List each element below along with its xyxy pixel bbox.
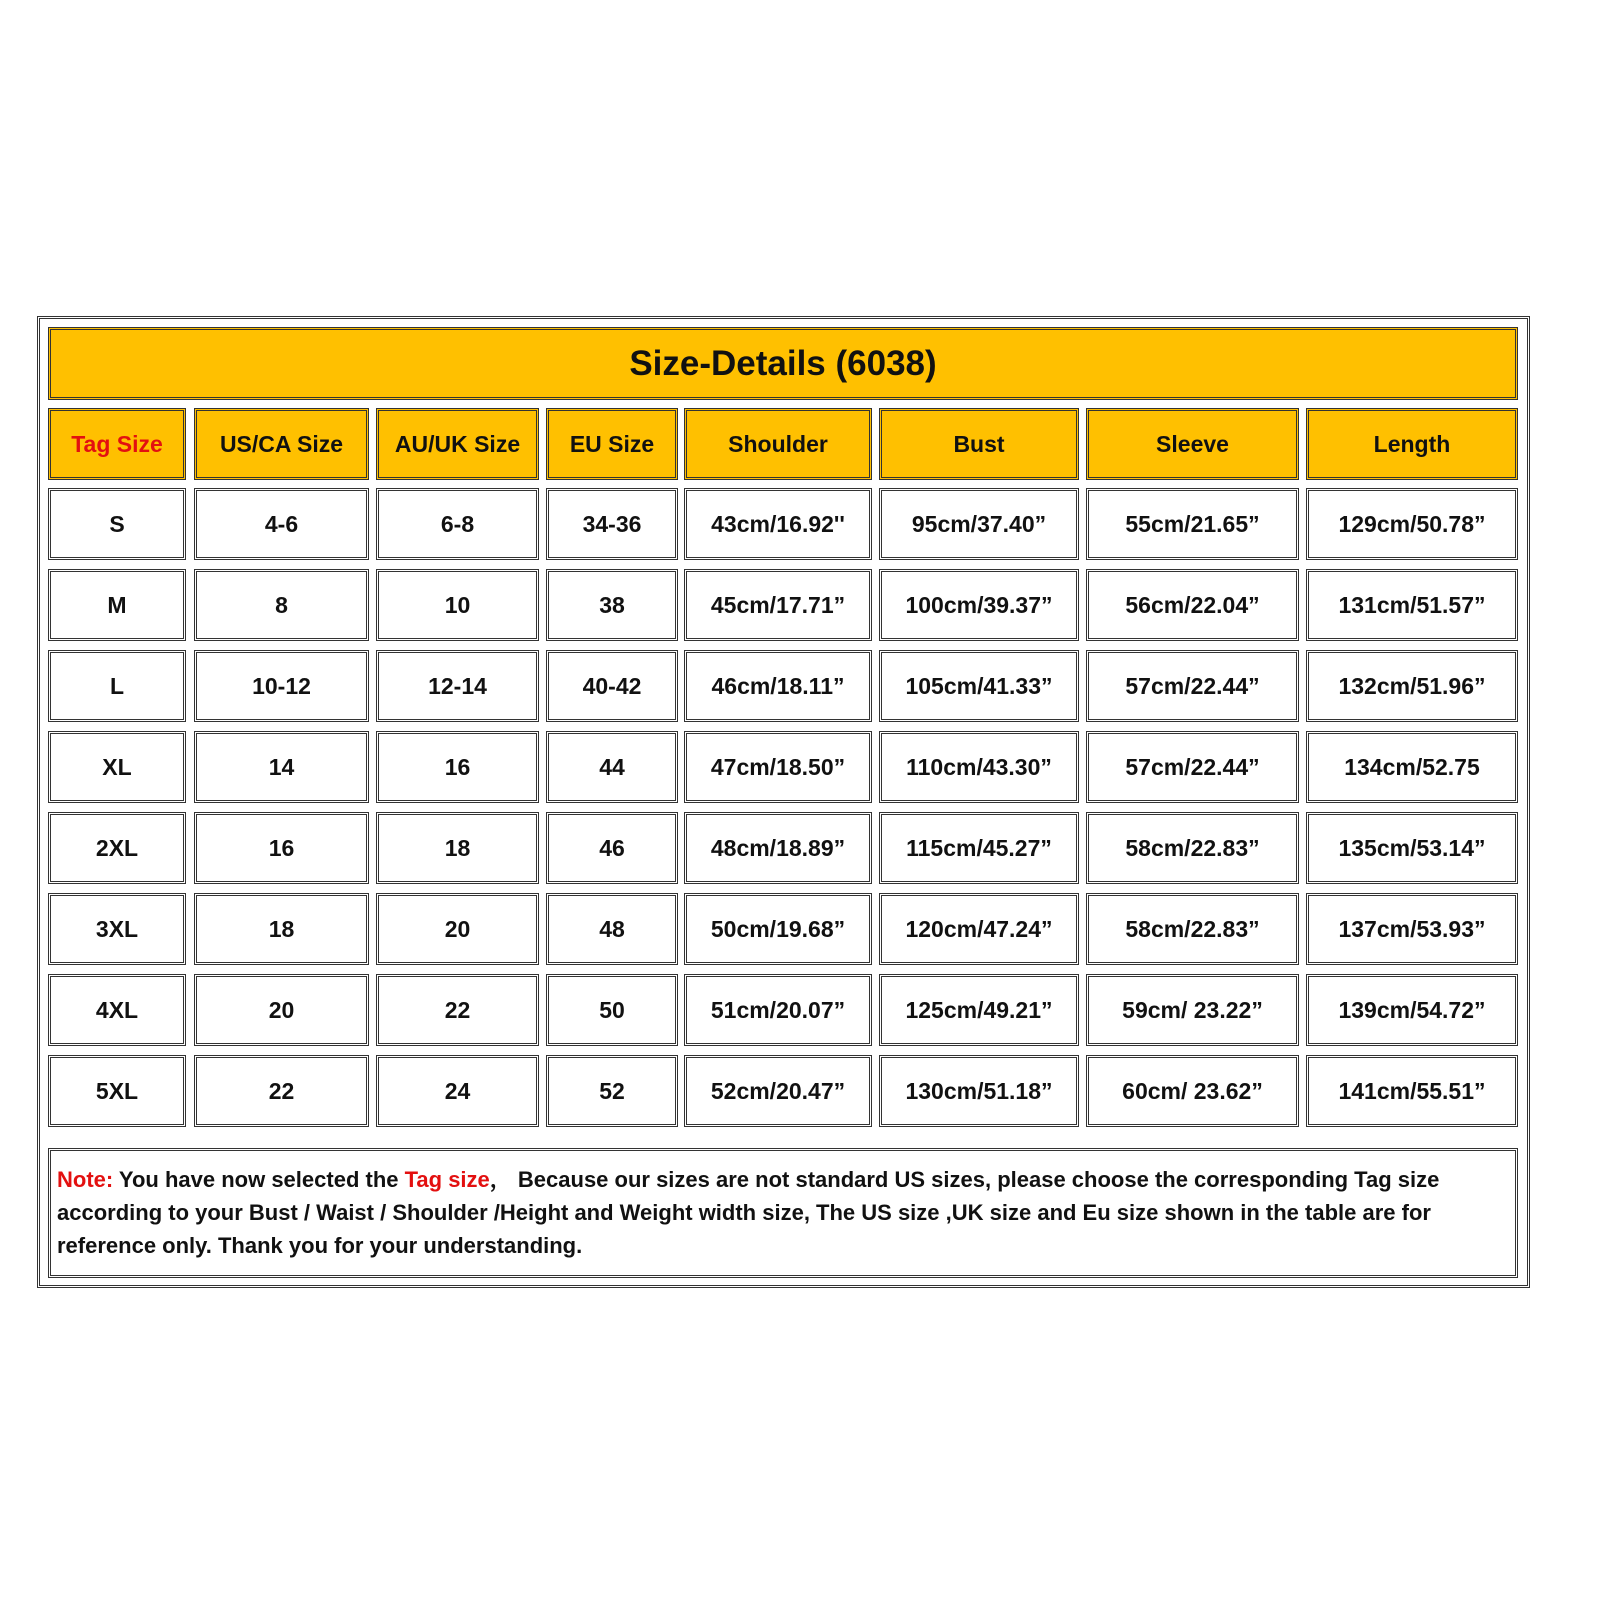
cell-tag-size: 2XL [48, 812, 186, 884]
cell-bust: 105cm/41.33” [879, 650, 1079, 722]
cell-tag-size: M [48, 569, 186, 641]
cell-eu-size: 52 [546, 1055, 678, 1127]
cell-length: 141cm/55.51” [1306, 1055, 1518, 1127]
header-eu-size: EU Size [546, 408, 678, 480]
cell-length: 134cm/52.75 [1306, 731, 1518, 803]
cell-bust: 115cm/45.27” [879, 812, 1079, 884]
cell-length: 137cm/53.93” [1306, 893, 1518, 965]
cell-us-ca-size: 16 [194, 812, 369, 884]
cell-tag-size: XL [48, 731, 186, 803]
cell-bust: 130cm/51.18” [879, 1055, 1079, 1127]
cell-eu-size: 34-36 [546, 488, 678, 560]
note-tag-size: Tag size [404, 1167, 490, 1192]
cell-eu-size: 40-42 [546, 650, 678, 722]
cell-us-ca-size: 22 [194, 1055, 369, 1127]
cell-length: 135cm/53.14” [1306, 812, 1518, 884]
note-text-2: ， Because our sizes are not standard US sizes, please choose the corresponding Tag size according to your Bust / Waist / Shoulder /Height and Weight width size, The US size ,UK size and Eu size shown in the table are for reference only. Thank you for your understanding. [57, 1167, 1440, 1258]
cell-bust: 120cm/47.24” [879, 893, 1079, 965]
cell-sleeve: 57cm/22.44” [1086, 650, 1299, 722]
cell-length: 131cm/51.57” [1306, 569, 1518, 641]
note-text-1: You have now selected the [113, 1167, 405, 1192]
cell-au-uk-size: 10 [376, 569, 539, 641]
header-au-uk-size: AU/UK Size [376, 408, 539, 480]
cell-shoulder: 52cm/20.47” [684, 1055, 872, 1127]
cell-au-uk-size: 12-14 [376, 650, 539, 722]
header-shoulder: Shoulder [684, 408, 872, 480]
cell-length: 132cm/51.96” [1306, 650, 1518, 722]
cell-tag-size: 4XL [48, 974, 186, 1046]
cell-eu-size: 48 [546, 893, 678, 965]
cell-shoulder: 50cm/19.68” [684, 893, 872, 965]
cell-us-ca-size: 4-6 [194, 488, 369, 560]
cell-sleeve: 57cm/22.44” [1086, 731, 1299, 803]
cell-bust: 100cm/39.37” [879, 569, 1079, 641]
cell-shoulder: 46cm/18.11” [684, 650, 872, 722]
cell-shoulder: 51cm/20.07” [684, 974, 872, 1046]
cell-bust: 110cm/43.30” [879, 731, 1079, 803]
cell-shoulder: 47cm/18.50” [684, 731, 872, 803]
cell-us-ca-size: 8 [194, 569, 369, 641]
cell-au-uk-size: 20 [376, 893, 539, 965]
cell-eu-size: 44 [546, 731, 678, 803]
cell-sleeve: 58cm/22.83” [1086, 812, 1299, 884]
cell-au-uk-size: 16 [376, 731, 539, 803]
cell-us-ca-size: 20 [194, 974, 369, 1046]
header-sleeve: Sleeve [1086, 408, 1299, 480]
cell-sleeve: 60cm/ 23.62” [1086, 1055, 1299, 1127]
note-label: Note: [57, 1167, 114, 1192]
cell-tag-size: 3XL [48, 893, 186, 965]
cell-au-uk-size: 24 [376, 1055, 539, 1127]
header-us-ca-size: US/CA Size [194, 408, 369, 480]
chart-title: Size-Details (6038) [48, 327, 1518, 400]
cell-eu-size: 38 [546, 569, 678, 641]
cell-sleeve: 58cm/22.83” [1086, 893, 1299, 965]
header-bust: Bust [879, 408, 1079, 480]
cell-sleeve: 55cm/21.65” [1086, 488, 1299, 560]
header-tag-size: Tag Size [48, 408, 186, 480]
cell-tag-size: 5XL [48, 1055, 186, 1127]
cell-sleeve: 59cm/ 23.22” [1086, 974, 1299, 1046]
cell-au-uk-size: 6-8 [376, 488, 539, 560]
cell-shoulder: 45cm/17.71” [684, 569, 872, 641]
cell-shoulder: 48cm/18.89” [684, 812, 872, 884]
cell-tag-size: S [48, 488, 186, 560]
size-note [48, 1148, 1518, 1278]
cell-us-ca-size: 10-12 [194, 650, 369, 722]
cell-au-uk-size: 22 [376, 974, 539, 1046]
cell-sleeve: 56cm/22.04” [1086, 569, 1299, 641]
cell-au-uk-size: 18 [376, 812, 539, 884]
cell-eu-size: 46 [546, 812, 678, 884]
cell-length: 129cm/50.78” [1306, 488, 1518, 560]
cell-eu-size: 50 [546, 974, 678, 1046]
header-length: Length [1306, 408, 1518, 480]
cell-tag-size: L [48, 650, 186, 722]
cell-us-ca-size: 18 [194, 893, 369, 965]
cell-bust: 125cm/49.21” [879, 974, 1079, 1046]
cell-bust: 95cm/37.40” [879, 488, 1079, 560]
cell-length: 139cm/54.72” [1306, 974, 1518, 1046]
cell-shoulder: 43cm/16.92'' [684, 488, 872, 560]
cell-us-ca-size: 14 [194, 731, 369, 803]
